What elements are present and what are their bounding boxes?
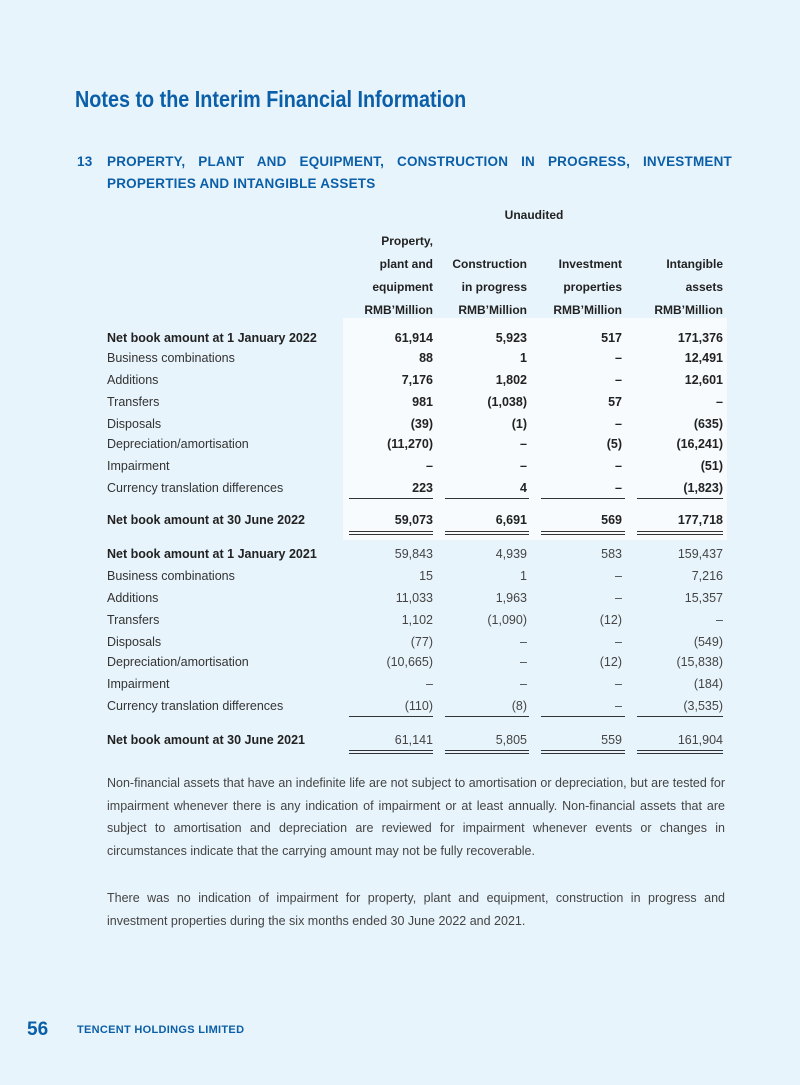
cell-investment-properties: – (615, 351, 622, 365)
cell-cip: (1,038) (487, 395, 527, 409)
total-double-rule (445, 753, 529, 754)
cell-intangible-assets: (549) (693, 635, 723, 649)
row-label: Business combinations (107, 351, 235, 365)
cell-cip: – (520, 437, 527, 451)
total-double-rule (349, 750, 433, 751)
subtotal-rule (637, 716, 723, 717)
cell-investment-properties: – (615, 569, 622, 583)
row-label: Net book amount at 1 January 2021 (107, 547, 317, 561)
total-double-rule (445, 531, 529, 532)
section-number: 13 (77, 154, 93, 169)
subtotal-rule (349, 498, 433, 499)
cell-intangible-assets: 12,601 (684, 373, 723, 387)
cell-cip: 1 (520, 351, 527, 365)
cell-investment-properties: 57 (608, 395, 622, 409)
cell-ppe: (110) (404, 699, 433, 713)
table-row (107, 651, 729, 673)
total-double-rule (349, 753, 433, 754)
section-title: PROPERTY, PLANT AND EQUIPMENT, CONSTRUCTION IN PROGRESS, INVESTMENT PROPERTIES AND INTANGIBLE ASSETS (107, 154, 732, 191)
row-label: Disposals (107, 417, 162, 431)
cell-ppe: 61,914 (394, 331, 433, 345)
table-row (107, 477, 729, 499)
cell-ppe: 1,102 (401, 613, 433, 627)
cell-investment-properties: 559 (601, 733, 622, 747)
row-label: Depreciation/amortisation (107, 437, 249, 451)
column-header-ppe (343, 230, 433, 322)
cell-intangible-assets: 177,718 (677, 513, 723, 527)
cell-investment-properties: – (615, 699, 622, 713)
total-double-rule (541, 753, 625, 754)
cell-ppe: 88 (419, 351, 433, 365)
total-double-rule (541, 750, 625, 751)
cell-ppe: 7,176 (401, 373, 433, 387)
total-double-rule (349, 534, 433, 535)
cell-ppe: – (426, 459, 433, 473)
cell-cip: – (520, 655, 527, 669)
column-header-line: Investment (558, 257, 622, 271)
cell-ppe: (77) (410, 635, 433, 649)
unaudited-header: Unaudited (504, 208, 564, 222)
cell-intangible-assets: (3,535) (683, 699, 723, 713)
cell-intangible-assets: 171,376 (677, 331, 723, 345)
cell-investment-properties: – (615, 459, 622, 473)
row-label: Currency translation differences (107, 699, 284, 713)
column-header-line: RMB’Million (458, 303, 527, 317)
paragraph-impairment-indication: There was no indication of impairment for property, plant and equipment, construction in progress and investment properties during the six months ended 30 June 2022 and 2021. (107, 891, 725, 928)
table-row (107, 587, 729, 609)
cell-intangible-assets: 7,216 (691, 569, 723, 583)
column-header-cip (437, 253, 527, 322)
subtotal-rule (349, 716, 433, 717)
column-header-line: Property, (381, 234, 433, 248)
row-label: Transfers (107, 395, 160, 409)
column-header-investment-properties (532, 253, 622, 322)
cell-intangible-assets: 159,437 (677, 547, 723, 561)
cell-cip: 6,691 (495, 513, 527, 527)
cell-intangible-assets: 12,491 (684, 351, 723, 365)
column-header-line: RMB’Million (553, 303, 622, 317)
cell-ppe: (10,665) (386, 655, 433, 669)
table-row (107, 631, 729, 653)
cell-cip: – (520, 635, 527, 649)
column-header-line: plant and (379, 257, 433, 271)
table-row (107, 413, 729, 435)
column-header-line: equipment (372, 280, 433, 294)
table-row (107, 327, 729, 349)
cell-ppe: (39) (410, 417, 433, 431)
cell-cip: (1) (511, 417, 527, 431)
row-label: Additions (107, 591, 159, 605)
cell-investment-properties: 583 (601, 547, 622, 561)
column-header-line: properties (563, 280, 622, 294)
cell-cip: 5,805 (495, 733, 527, 747)
row-label: Currency translation differences (107, 481, 284, 495)
cell-investment-properties: – (615, 373, 622, 387)
column-header-line: Construction (452, 257, 527, 271)
cell-cip: – (520, 459, 527, 473)
row-label: Business combinations (107, 569, 235, 583)
row-label: Net book amount at 1 January 2022 (107, 331, 317, 345)
column-header-line: in progress (461, 280, 527, 294)
total-double-rule (637, 534, 723, 535)
cell-investment-properties: (12) (599, 613, 622, 627)
subtotal-rule (541, 716, 625, 717)
subtotal-rule (445, 498, 529, 499)
row-label: Additions (107, 373, 159, 387)
table-row (107, 347, 729, 369)
cell-intangible-assets: (1,823) (683, 481, 723, 495)
total-double-rule (637, 753, 723, 754)
cell-ppe: 223 (412, 481, 433, 495)
cell-cip: 1,963 (495, 591, 527, 605)
column-header-line: RMB’Million (364, 303, 433, 317)
page-number: 56 (27, 1019, 49, 1040)
total-double-rule (541, 534, 625, 535)
cell-ppe: 11,033 (395, 591, 433, 605)
table-row (107, 695, 729, 717)
cell-ppe: 61,141 (394, 733, 433, 747)
cell-intangible-assets: (15,838) (676, 655, 723, 669)
total-double-rule (541, 531, 625, 532)
row-label: Net book amount at 30 June 2022 (107, 513, 305, 527)
cell-intangible-assets: (635) (693, 417, 723, 431)
cell-investment-properties: – (615, 481, 622, 495)
row-label: Impairment (107, 677, 170, 691)
table-row (107, 543, 729, 565)
cell-intangible-assets: 15,357 (684, 591, 723, 605)
page-title: Notes to the Interim Financial Information (75, 86, 467, 112)
cell-intangible-assets: (51) (700, 459, 723, 473)
cell-ppe: (11,270) (387, 437, 433, 451)
table-row-total (107, 509, 729, 531)
column-header-line: assets (685, 280, 723, 294)
column-header-intangible-assets (628, 253, 723, 322)
column-header-line: RMB’Million (654, 303, 723, 317)
cell-intangible-assets: – (716, 395, 723, 409)
table-row (107, 369, 729, 391)
table-row (107, 565, 729, 587)
cell-ppe: 59,843 (394, 547, 433, 561)
column-header-line: Intangible (666, 257, 723, 271)
cell-investment-properties: – (615, 635, 622, 649)
cell-cip: 5,923 (495, 331, 527, 345)
row-label: Net book amount at 30 June 2021 (107, 733, 305, 747)
cell-intangible-assets: (16,241) (676, 437, 723, 451)
row-label: Depreciation/amortisation (107, 655, 249, 669)
cell-investment-properties: – (615, 591, 622, 605)
cell-cip: – (520, 677, 527, 691)
total-double-rule (349, 531, 433, 532)
cell-ppe: – (426, 677, 433, 691)
table-row (107, 609, 729, 631)
row-label: Disposals (107, 635, 162, 649)
cell-cip: 4 (520, 481, 527, 495)
cell-cip: 1 (520, 569, 527, 583)
total-double-rule (637, 750, 723, 751)
subtotal-rule (637, 498, 723, 499)
total-double-rule (445, 534, 529, 535)
cell-intangible-assets: 161,904 (677, 733, 723, 747)
company-name: TENCENT HOLDINGS LIMITED (77, 1024, 245, 1036)
table-row (107, 673, 729, 695)
cell-ppe: 59,073 (394, 513, 433, 527)
subtotal-rule (445, 716, 529, 717)
cell-cip: (8) (511, 699, 527, 713)
cell-ppe: 981 (412, 395, 433, 409)
total-double-rule (445, 750, 529, 751)
cell-intangible-assets: – (716, 613, 723, 627)
table-row-total (107, 729, 729, 751)
cell-intangible-assets: (184) (693, 677, 723, 691)
cell-investment-properties: (5) (606, 437, 622, 451)
row-label: Transfers (107, 613, 160, 627)
row-label: Impairment (107, 459, 170, 473)
table-row (107, 455, 729, 477)
subtotal-rule (541, 498, 625, 499)
total-double-rule (637, 531, 723, 532)
cell-investment-properties: (12) (599, 655, 622, 669)
cell-cip: 1,802 (495, 373, 527, 387)
table-row (107, 433, 729, 455)
cell-investment-properties: 569 (601, 513, 622, 527)
cell-ppe: 15 (419, 569, 433, 583)
paragraph-impairment-policy: Non-financial assets that have an indefinite life are not subject to amortisation or depreciation, but are tested for impairment whenever there is any indication of impairment or at least annually. Non-financial assets that are subject to amortisation and depreciation are reviewed for impairment whenever events or changes in circumstances indicate that the carrying amount may not be fully recoverable. (107, 776, 725, 858)
table-row (107, 391, 729, 413)
cell-cip: (1,090) (487, 613, 527, 627)
cell-investment-properties: 517 (601, 331, 622, 345)
cell-cip: 4,939 (495, 547, 527, 561)
cell-investment-properties: – (615, 417, 622, 431)
cell-investment-properties: – (615, 677, 622, 691)
